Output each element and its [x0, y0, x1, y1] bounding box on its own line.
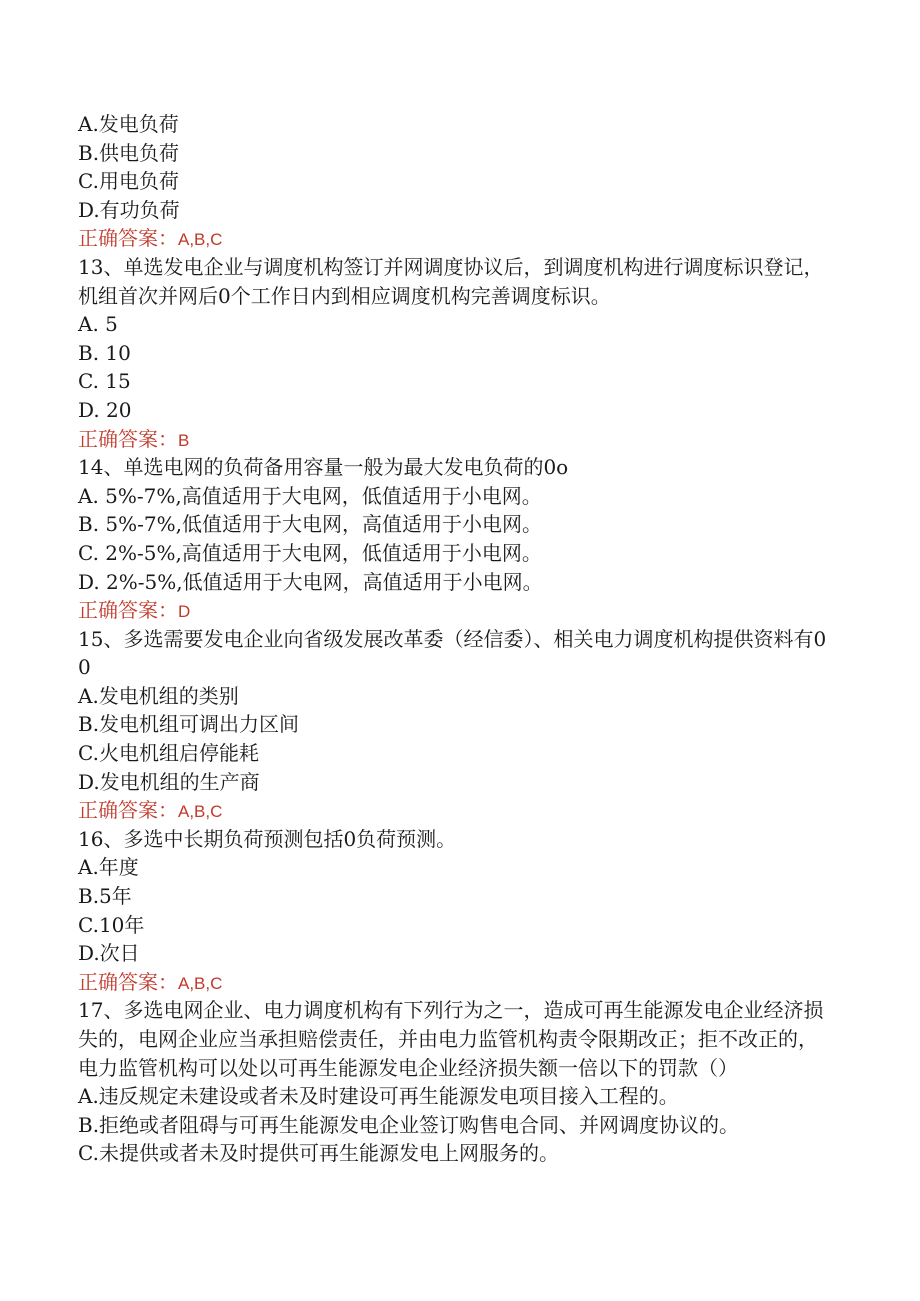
option-c: C.用电负荷 [78, 169, 179, 194]
answer-label: 正确答案： [78, 598, 178, 623]
question-stem: 15、多选需要发电企业向省级发展改革委（经信委）、相关电力调度机构提供资料有00 [78, 626, 827, 680]
option-a: A.发电负荷 [78, 112, 179, 136]
option-b: B. 5%-7%,低值适用于大电网，高值适用于小电网。 [78, 512, 542, 537]
answer-label: 正确答案： [78, 226, 178, 251]
document-page [78, 110, 828, 1168]
answer-line [78, 968, 828, 997]
question-17 [78, 996, 828, 1168]
answer-line [78, 425, 828, 454]
question-16 [78, 825, 828, 997]
answer-value: A,B,C [178, 230, 223, 250]
option-c: C. 15 [78, 369, 131, 394]
question-13 [78, 253, 828, 453]
option-a: A.发电机组的类别 [78, 683, 239, 708]
option-a: A. 5%-7%,高值适用于大电网，低值适用于小电网。 [78, 483, 542, 508]
answer-label: 正确答案： [78, 969, 178, 994]
option-c: C.火电机组启停能耗 [78, 741, 259, 766]
question-15 [78, 625, 828, 825]
question-stem: 14、单选电网的负荷备用容量一般为最大发电负荷的0o [78, 455, 569, 480]
answer-line [78, 796, 828, 825]
option-d: D. 20 [78, 397, 132, 422]
option-d: D.有功负荷 [78, 197, 180, 222]
option-d: D. 2%-5%,低值适用于大电网，高值适用于小电网。 [78, 569, 543, 594]
question-12 [78, 110, 828, 253]
answer-label: 正确答案： [78, 798, 178, 823]
option-d: D.次日 [78, 941, 140, 966]
question-stem: 16、多选中长期负荷预测包括0负荷预测。 [78, 826, 457, 851]
option-c: C.未提供或者未及时提供可再生能源发电上网服务的。 [78, 1141, 559, 1166]
question-stem: 17、多选电网企业、电力调度机构有下列行为之一，造成可再生能源发电企业经济损失的，电网企业应当承担赔偿责任，并由电力监管机构责令限期改正；拒不改正的，电力监管机构可以处以可再生能源发电企业经济损失额一倍以下的罚款（） [78, 998, 824, 1080]
option-c: C. 2%-5%,高值适用于大电网，低值适用于小电网。 [78, 540, 542, 565]
option-d: D.发电机组的生产商 [78, 769, 260, 794]
option-b: B.供电负荷 [78, 140, 180, 165]
option-b: B.拒绝或者阻碍与可再生能源发电企业签订购售电合同、并网调度协议的。 [78, 1112, 740, 1137]
option-c: C.10年 [78, 912, 145, 937]
answer-value: B [178, 430, 190, 450]
answer-value: A,B,C [178, 802, 223, 822]
answer-value: D [178, 602, 191, 622]
answer-line [78, 596, 828, 625]
answer-label: 正确答案： [78, 426, 178, 451]
option-a: A. 5 [78, 312, 118, 337]
option-b: B.发电机组可调出力区间 [78, 712, 300, 737]
option-b: B.5年 [78, 884, 132, 909]
question-stem: 13、单选发电企业与调度机构签订并网调度协议后，到调度机构进行调度标识登记，机组首次并网后0个工作日内到相应调度机构完善调度标识。 [78, 254, 824, 308]
question-14 [78, 453, 828, 625]
answer-value: A,B,C [178, 973, 223, 993]
option-b: B. 10 [78, 340, 131, 365]
option-a: A.违反规定未建设或者未及时建设可再生能源发电项目接入工程的。 [78, 1084, 679, 1109]
option-a: A.年度 [78, 855, 139, 880]
answer-line [78, 224, 828, 253]
